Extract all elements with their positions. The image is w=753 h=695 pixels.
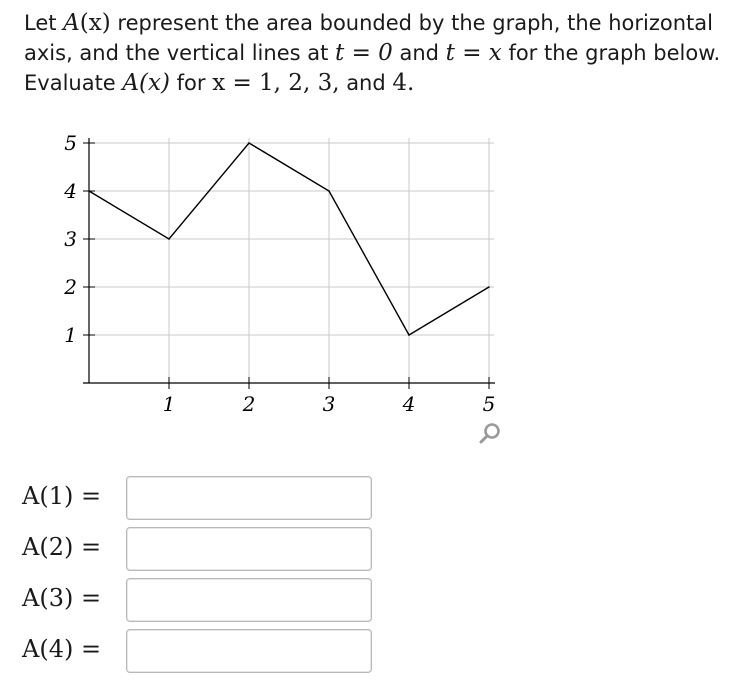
math-argument: (x) [79, 10, 111, 36]
data-point [328, 190, 330, 192]
question-text-segment: axis, and the vertical lines at [24, 41, 336, 65]
math-equation-t0: t = 0 [335, 40, 393, 66]
answer-label-a1: A(1) = [22, 482, 102, 510]
question-text-segment: represent the area bounded by the graph, the horizontal [110, 11, 713, 35]
data-point [408, 334, 410, 336]
data-point [248, 142, 250, 144]
x-tick-label: 2 [242, 392, 256, 416]
answer-label-a4: A(4) = [22, 635, 102, 663]
math-equation-tx: t = x [445, 40, 502, 66]
magnifier-icon [476, 420, 504, 448]
question-text-segment: and [339, 71, 393, 95]
answer-input-a4[interactable] [126, 629, 372, 673]
answer-input-a3[interactable] [126, 578, 372, 622]
question-text-segment: for the graph below. [501, 41, 721, 65]
answer-label-a3: A(3) = [22, 584, 102, 612]
x-tick-label: 1 [162, 392, 176, 416]
answer-row-a2 [22, 527, 382, 573]
data-point [88, 190, 90, 192]
question-text-segment: Evaluate [24, 71, 123, 95]
x-tick-label: 4 [402, 392, 416, 416]
y-tick-label: 4 [64, 179, 77, 203]
math-function: A(x) [122, 70, 170, 96]
y-tick-label: 2 [64, 275, 77, 299]
math-value-4: 4. [392, 70, 415, 96]
answer-row-a4 [22, 629, 382, 675]
x-tick-label: 5 [482, 392, 496, 416]
y-tick-label: 1 [64, 323, 77, 347]
data-point [488, 286, 490, 288]
math-function: A [63, 10, 80, 36]
x-tick-label: 3 [322, 392, 336, 416]
answer-row-a3 [22, 578, 382, 624]
zoom-button[interactable] [476, 420, 504, 448]
question-text-segment: Let [24, 11, 64, 35]
question-text-segment: and [392, 41, 446, 65]
y-tick-label: 3 [64, 227, 77, 251]
y-tick-label: 5 [64, 131, 77, 155]
answer-row-a1 [22, 476, 382, 522]
math-x-values: x = 1, 2, 3, [212, 70, 340, 96]
answer-label-a2: A(2) = [22, 533, 102, 561]
question-text-segment: for [169, 71, 213, 95]
answer-input-a1[interactable] [126, 476, 372, 520]
data-point [168, 238, 170, 240]
answer-input-a2[interactable] [126, 527, 372, 571]
